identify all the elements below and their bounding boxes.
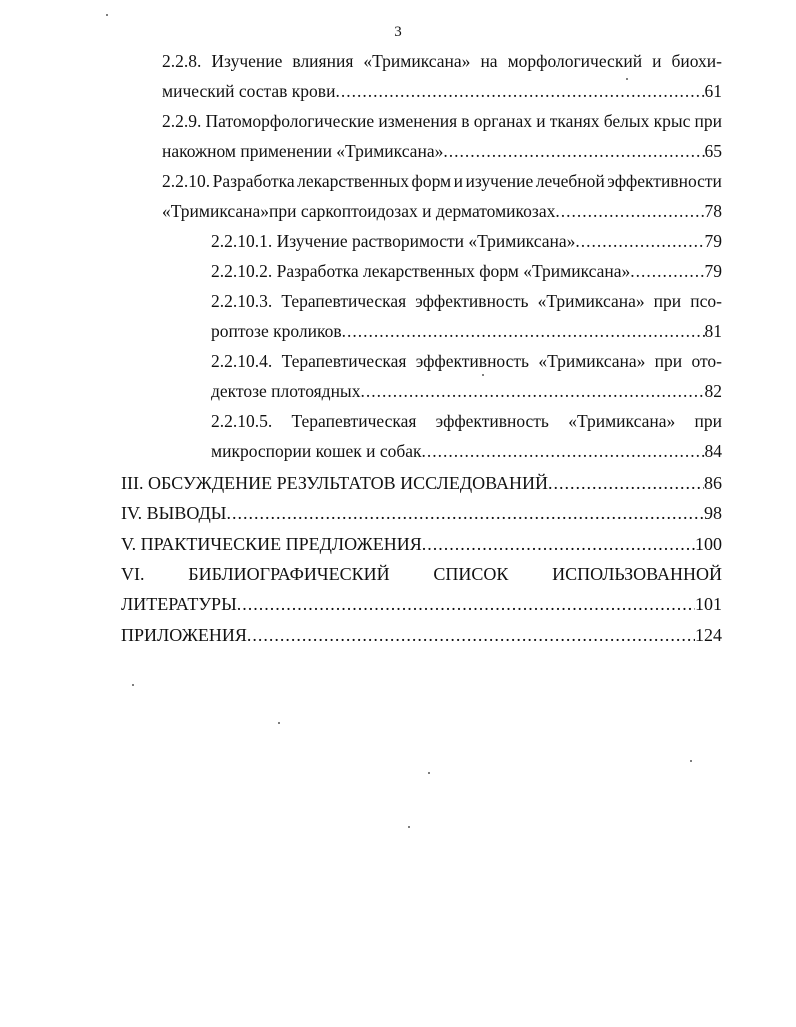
scan-speck — [132, 684, 134, 686]
toc-page-number: 124 — [695, 625, 722, 645]
toc-word: при — [694, 411, 722, 431]
toc-entry-text: V. ПРАКТИЧЕСКИЕ ПРЕДЛОЖЕНИЯ — [121, 534, 422, 554]
dot-leader — [630, 256, 704, 286]
dot-leader — [247, 620, 695, 650]
scan-speck — [482, 374, 484, 376]
toc-word: в — [461, 111, 470, 131]
dot-leader — [548, 468, 704, 498]
toc-page-number: 79 — [704, 261, 722, 281]
toc-entry-text: мический состав крови — [162, 81, 336, 101]
toc-entry-leader-line — [211, 436, 722, 466]
toc-entry-chapter-4[interactable] — [121, 498, 722, 528]
scan-speck — [428, 772, 430, 774]
toc-entry-first-line — [121, 559, 722, 589]
toc-entry-leader-line — [211, 256, 722, 286]
toc-word: эффективности — [607, 171, 722, 191]
scan-speck — [278, 722, 280, 724]
toc-page-number: 65 — [704, 141, 722, 161]
toc-entry-text: 2.2.10.2. Разработка лекарственных форм «Тримиксана» — [211, 261, 631, 281]
toc-entry-chapter-3[interactable] — [121, 468, 722, 498]
toc-entry-2-2-8[interactable] — [162, 46, 722, 106]
scan-speck — [690, 760, 692, 762]
toc-entry-2-2-10-5[interactable] — [211, 406, 722, 466]
toc-word: крыс — [653, 111, 691, 131]
toc-page-number: 81 — [704, 321, 722, 341]
toc-entry-chapter-6[interactable] — [121, 559, 722, 619]
toc-word: лекарственных — [297, 171, 409, 191]
toc-entry-leader-line — [211, 226, 722, 256]
toc-word: органах — [473, 111, 533, 131]
toc-word: Терапевтическая — [281, 291, 407, 311]
toc-entry-2-2-10-2[interactable] — [211, 256, 722, 286]
toc-word: 2.2.10. — [162, 171, 211, 191]
toc-word: при — [694, 111, 722, 131]
toc-word: 2.2.10.3. — [211, 291, 273, 311]
scan-speck — [408, 826, 410, 828]
toc-word: изменения — [378, 111, 458, 131]
toc-word: 2.2.8. — [162, 51, 202, 71]
toc-word: эффективность — [415, 291, 529, 311]
toc-word: при — [654, 351, 683, 371]
toc-page-number: 82 — [704, 381, 722, 401]
toc-page-number: 101 — [695, 594, 722, 614]
toc-entry-leader-line — [121, 468, 722, 498]
toc-entry-leader-line — [162, 136, 722, 166]
dot-leader — [422, 436, 705, 466]
toc-word: 2.2.9. — [162, 111, 202, 131]
toc-word: VI. — [121, 564, 145, 584]
toc-entry-text: IV. ВЫВОДЫ — [121, 503, 227, 523]
toc-word: 2.2.10.5. — [211, 411, 273, 431]
toc-word: «Тримиксана» — [363, 51, 471, 71]
page-number: 3 — [394, 24, 402, 40]
toc-page-number: 84 — [704, 441, 722, 461]
toc-word: БИБЛИОГРАФИЧЕСКИЙ — [188, 564, 390, 584]
toc-word: изучение — [465, 171, 534, 191]
toc-word: морфологический — [507, 51, 643, 71]
toc-word: и — [652, 51, 662, 71]
toc-entry-leader-line — [121, 589, 722, 619]
toc-entry-text: 2.2.10.1. Изучение растворимости «Тримиксана» — [211, 231, 576, 251]
toc-word: при — [653, 291, 682, 311]
toc-entry-first-line — [211, 406, 722, 436]
toc-word: «Тримиксана» — [538, 351, 646, 371]
toc-word: ото- — [691, 351, 722, 371]
toc-entry-first-line — [211, 286, 722, 316]
toc-word: лечебной — [535, 171, 605, 191]
toc-word: СПИСОК — [433, 564, 509, 584]
dot-leader — [360, 376, 704, 406]
dot-leader — [575, 226, 704, 256]
toc-word: Изучение — [211, 51, 283, 71]
dot-leader — [335, 76, 704, 106]
toc-page-number: 86 — [704, 473, 722, 493]
toc-entry-text: микроспории кошек и собак — [211, 441, 422, 461]
toc-word: форм — [411, 171, 452, 191]
toc-entry-2-2-10-3[interactable] — [211, 286, 722, 346]
toc-word: Разработка — [212, 171, 295, 191]
dot-leader — [555, 196, 704, 226]
toc-entry-text: роптозе кроликов — [211, 321, 342, 341]
toc-word: Терапевтическая — [281, 351, 407, 371]
toc-word: 2.2.10.4. — [211, 351, 273, 371]
toc-entry-first-line — [162, 46, 722, 76]
scan-speck — [626, 78, 628, 80]
toc-entry-2-2-9[interactable] — [162, 106, 722, 166]
toc-entry-text: накожном применении «Тримиксана» — [162, 141, 444, 161]
toc-entry-text: ЛИТЕРАТУРЫ — [121, 594, 237, 614]
dot-leader — [342, 316, 705, 346]
toc-word: влияния — [292, 51, 354, 71]
dot-leader — [422, 529, 695, 559]
toc-entry-leader-line — [211, 316, 722, 346]
toc-entry-leader-line — [162, 76, 722, 106]
dot-leader — [226, 498, 704, 528]
toc-word: «Тримиксана» — [537, 291, 645, 311]
toc-entry-leader-line — [211, 376, 722, 406]
toc-entry-text: ПРИЛОЖЕНИЯ — [121, 625, 247, 645]
toc-word: ИСПОЛЬЗОВАННОЙ — [552, 564, 722, 584]
dot-leader — [443, 136, 704, 166]
toc-entry-first-line — [162, 106, 722, 136]
toc-word: эффективность — [415, 351, 530, 371]
scan-speck — [106, 14, 108, 16]
toc-page-number: 98 — [704, 503, 722, 523]
toc-entry-2-2-10[interactable] — [162, 166, 722, 226]
toc-page-number: 78 — [704, 201, 722, 221]
toc-entry-text: «Тримиксана»при саркоптоидозах и дерматомикозах — [162, 201, 556, 221]
toc-entry-leader-line — [121, 529, 722, 559]
toc-word: эффективность — [435, 411, 549, 431]
toc-entry-appendices[interactable] — [121, 620, 722, 650]
toc-word: белых — [603, 111, 650, 131]
toc-entry-text: III. ОБСУЖДЕНИЕ РЕЗУЛЬТАТОВ ИССЛЕДОВАНИЙ — [121, 473, 548, 493]
toc-word: тканях — [549, 111, 600, 131]
toc-word: «Тримиксана» — [568, 411, 676, 431]
toc-word: и — [453, 171, 464, 191]
toc-entry-first-line — [211, 346, 722, 376]
toc-word: Терапевтическая — [291, 411, 417, 431]
toc-entry-text: дектозе плотоядных — [211, 381, 361, 401]
toc-entry-first-line — [162, 166, 722, 196]
toc-entry-chapter-5[interactable] — [121, 529, 722, 559]
toc-word: псо- — [690, 291, 722, 311]
toc-entry-2-2-10-4[interactable] — [211, 346, 722, 406]
toc-page-number: 79 — [704, 231, 722, 251]
toc-entry-leader-line — [121, 620, 722, 650]
toc-page-number: 61 — [704, 81, 722, 101]
dot-leader — [237, 589, 695, 619]
toc-entry-leader-line — [121, 498, 722, 528]
toc-word: биохи- — [671, 51, 722, 71]
toc-word: на — [480, 51, 498, 71]
toc-word: Патоморфологические — [205, 111, 375, 131]
toc-word: и — [536, 111, 546, 131]
toc-entry-2-2-10-1[interactable] — [211, 226, 722, 256]
toc-entry-leader-line — [162, 196, 722, 226]
toc-page-number: 100 — [695, 534, 722, 554]
